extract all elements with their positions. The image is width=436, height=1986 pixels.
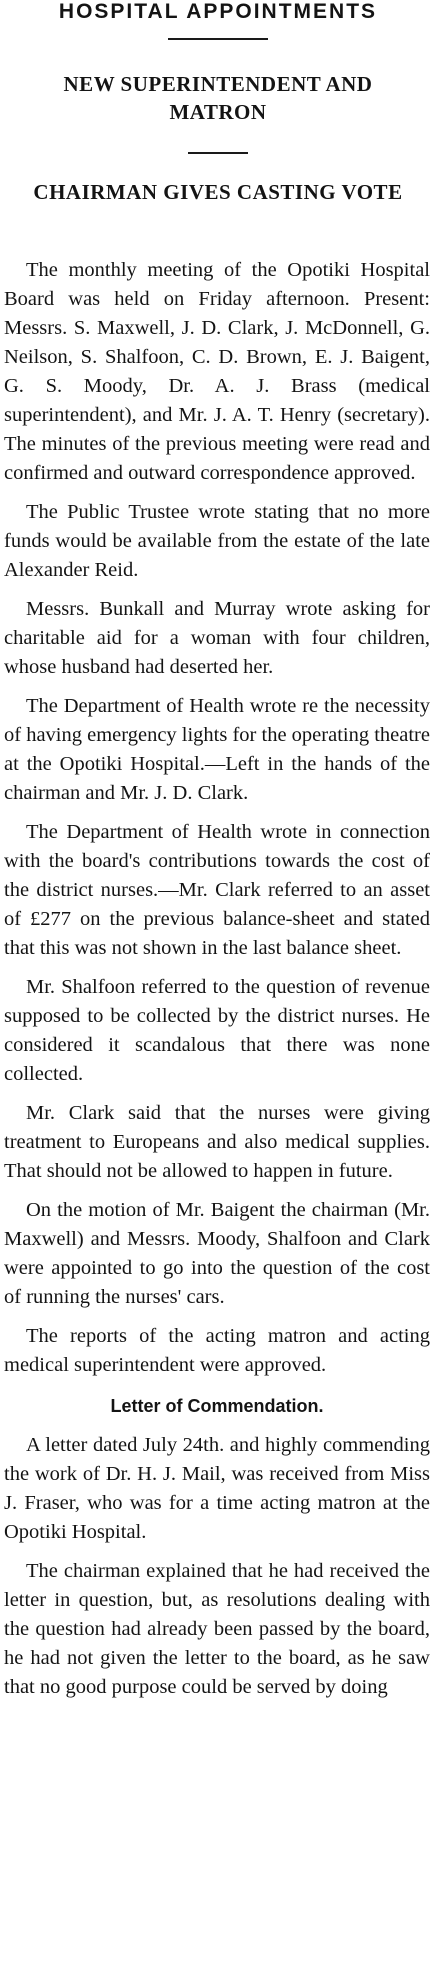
- paragraph: The Public Trustee wrote stating that no more funds would be available from the estate of the late Alexander Reid.: [4, 501, 430, 581]
- paragraph: Messrs. Bunkall and Murray wrote asking for charitable aid for a woman with four children, whose husband had deserted her.: [4, 598, 430, 678]
- deck: CHAIRMAN GIVES CASTING VOTE: [33, 180, 403, 204]
- paragraph: On the motion of Mr. Baigent the chairman (Mr. Maxwell) and Messrs. Moody, Shalfoon and Clark were appointed to go into the question of the cost of running the nurses' cars.: [4, 1199, 430, 1308]
- divider-rule: [188, 152, 248, 154]
- subheadline: NEW SUPERINTENDENT AND MATRON: [63, 72, 373, 124]
- paragraph: Mr. Shalfoon referred to the question of revenue supposed to be collected by the district nurses. He considered it scandalous that there was none collected.: [4, 976, 430, 1085]
- paragraph: The Department of Health wrote re the necessity of having emergency lights for the operating theatre at the Opotiki Hospital.—Left in the hands of the chairman and Mr. J. D. Clark.: [4, 695, 430, 804]
- paragraph: The Department of Health wrote in connection with the board's contributions towards the cost of the district nurses.—Mr. Clark referred to an asset of £277 on the previous balance-sheet and stated that this was not shown in the last balance sheet.: [4, 821, 430, 959]
- paragraph: Mr. Clark said that the nurses were giving treatment to Europeans and also medical supplies. That should not be allowed to happen in future.: [4, 1102, 430, 1182]
- divider-rule: [168, 38, 268, 40]
- article-body: [4, 256, 430, 1712]
- headline: HOSPITAL APPOINTMENTS: [58, 0, 378, 23]
- paragraph: A letter dated July 24th. and highly commending the work of Dr. H. J. Mail, was received from Miss J. Fraser, who was for a time acting matron at the Opotiki Hospital.: [4, 1434, 430, 1543]
- paragraph: The chairman explained that he had received the letter in question, but, as resolutions dealing with the question had already been passed by the board, he had not given the letter to the board, as he saw that no good purpose could be served by doing: [4, 1560, 430, 1698]
- paragraph: The monthly meeting of the Opotiki Hospital Board was held on Friday afternoon. Present: Messrs. S. Maxwell, J. D. Clark, J. McDonnell, G. Neilson, S. Shalfoon, C. D. Brown, E. J. Baigent, G. S. Moody, Dr. A. J. Brass (medical superintendent), and Mr. J. A. T. Henry (secretary). The minutes of the previous meeting were read and confirmed and outward correspondence approved.: [4, 259, 430, 484]
- section-subheading: Letter of Commendation.: [110, 1396, 324, 1416]
- paragraph: The reports of the acting matron and acting medical superintendent were approved.: [4, 1325, 430, 1376]
